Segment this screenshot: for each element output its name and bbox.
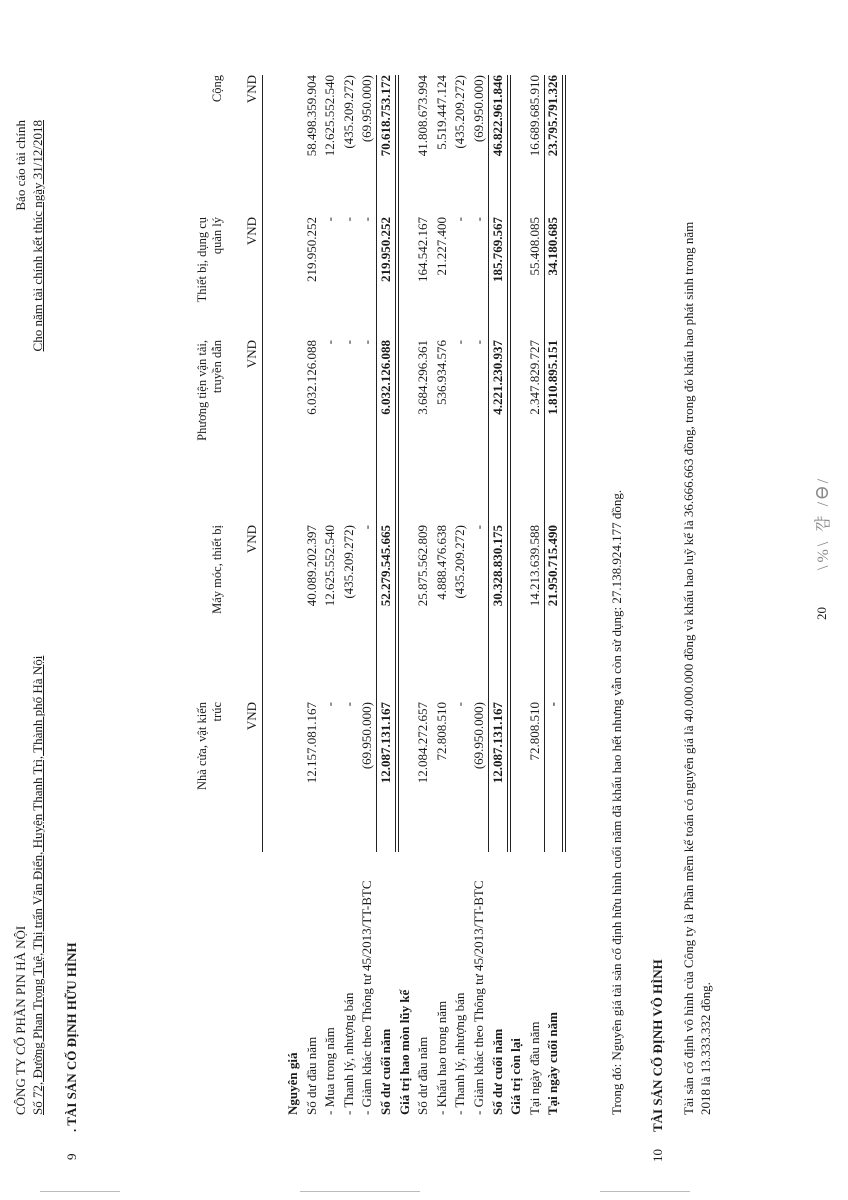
table-cell: - <box>340 340 356 345</box>
table-cell: 536.934.576 <box>433 340 449 405</box>
scan-mark <box>40 1191 120 1192</box>
row-label: - Khấu hao trong năm <box>433 1000 449 1115</box>
table-cell: 6.032.126.088 <box>378 340 393 415</box>
table-cell: 21.227.400 <box>433 217 449 276</box>
table-cell: 46.822.961.846 <box>489 75 505 157</box>
table-cell: 219.950.252 <box>378 217 393 282</box>
row-label: Số dư cuối năm <box>378 1028 393 1115</box>
table-cell: 40.089.202.397 <box>303 525 319 607</box>
table-cell: 6.032.126.088 <box>303 340 319 415</box>
note-text: Trong đó: Nguyên giá tài sản cố định hữu hình cuối năm đã khấu hao hết nhưng vẫn còn sử dụng: 27.138.924.177 đồng. <box>609 489 624 1115</box>
table-cell: (69.950.000) <box>359 702 375 770</box>
table-cell: 3.684.296.361 <box>415 340 431 415</box>
column-header: Máy móc, thiết bị <box>210 525 224 614</box>
table-cell: 2.347.829.727 <box>526 340 542 415</box>
column-header: Thiết bị, dụng cụ quản lý <box>195 217 224 303</box>
table-cell: - <box>471 340 486 345</box>
column-header: Nhà cửa, vật kiến trúc <box>195 702 224 790</box>
section-number: 10 <box>650 1149 665 1162</box>
table-cell: 4.221.230.937 <box>489 340 505 415</box>
row-label: Số dư đầu năm <box>303 1036 319 1115</box>
table-cell: - <box>322 702 338 707</box>
section-number: 9 <box>64 1153 79 1160</box>
table-cell: - <box>322 340 338 345</box>
section-title: TÀI SẢN CỐ ĐỊNH VÔ HÌNH <box>650 959 665 1132</box>
unit-label: VND <box>244 217 259 246</box>
table-cell: - <box>471 525 486 530</box>
total-double-rule <box>395 75 399 852</box>
scan-mark <box>300 1191 420 1192</box>
section-title: . TÀI SẢN CỐ ĐỊNH HỮU HÌNH <box>64 942 79 1132</box>
company-address: Số 72, Đường Phan Trọng Tuệ, Thị trấn Văn Điển, Huyện Thanh Trì, Thành phố Hà Nội <box>30 655 45 1115</box>
row-label: Số dư cuối năm <box>489 1028 505 1115</box>
table-cell: 21.950.715.490 <box>545 525 561 607</box>
row-label: Tại ngày đầu năm <box>526 1021 542 1115</box>
row-label: - Giảm khác theo Thông tư 45/2013/TT-BTC <box>471 880 486 1115</box>
table-cell: 25.875.562.809 <box>415 525 431 607</box>
table-cell: 4.888.476.638 <box>433 525 449 600</box>
paragraph-line: Tài sản cố định vô hình của Công ty là Phần mềm kế toán có nguyên giá là 40.000.000 đồng và khấu hao luỹ kế là 36.666.663 đồng, trong đó khấu hao phát sinh trong năm <box>681 221 696 1115</box>
row-label: Số dư đầu năm <box>415 1036 431 1115</box>
table-cell: 30.328.830.175 <box>489 525 505 607</box>
table-cell: 12.087.131.167 <box>489 702 505 784</box>
table-cell: 14.213.639.588 <box>526 525 542 607</box>
column-header: Cộng <box>210 75 224 103</box>
table-cell: 5.519.447.124 <box>433 75 449 150</box>
row-label: Nguyên giá <box>285 1052 300 1115</box>
table-cell: (435.209.272) <box>340 525 356 599</box>
row-label: Giá trị hao mòn lũy kế <box>396 989 412 1115</box>
table-cell: - <box>359 525 375 530</box>
table-cell: 12.087.131.167 <box>378 702 393 784</box>
table-cell: (435.209.272) <box>340 75 356 149</box>
row-label: - Thanh lý, nhượng bán <box>340 992 356 1115</box>
company-name: CÔNG TY CỔ PHẦN PIN HÀ NỘI <box>13 925 28 1115</box>
table-cell: 12.625.552.540 <box>322 525 338 607</box>
row-label: - Giảm khác theo Thông tư 45/2013/TT-BTC <box>359 880 375 1115</box>
table-cell: (69.950.000) <box>471 75 486 143</box>
table-cell: 1.810.895.151 <box>545 340 561 415</box>
table-cell: 12.084.272.657 <box>415 702 431 784</box>
table-cell: - <box>452 702 468 707</box>
table-cell: 72.808.510 <box>433 702 449 761</box>
table-cell: 23.795.791.326 <box>545 75 561 157</box>
table-cell: - <box>545 702 561 707</box>
table-cell: - <box>340 217 356 222</box>
table-cell: 55.408.085 <box>526 217 542 276</box>
table-cell: 58.498.359.904 <box>303 75 319 157</box>
report-period: Cho năm tài chính kết thúc ngày 31/12/2018 <box>30 120 45 352</box>
unit-label: VND <box>244 340 259 369</box>
row-label: - Mua trong năm <box>322 1027 338 1115</box>
handwritten-initials: \%\ 꺔 /Ꮎ/ <box>815 475 832 570</box>
row-label: Tại ngày cuối năm <box>545 1012 561 1115</box>
table-cell: 41.808.673.994 <box>415 75 431 157</box>
row-label: - Thanh lý, nhượng bán <box>452 992 468 1115</box>
header-rule <box>262 75 263 852</box>
report-title: Báo cáo tài chính <box>13 120 28 211</box>
table-cell: 12.625.552.540 <box>322 75 338 157</box>
table-cell: - <box>471 217 486 222</box>
page-number: 20 <box>814 607 829 620</box>
table-cell: - <box>359 340 375 345</box>
table-cell: - <box>340 702 356 707</box>
table-cell: 70.618.753.172 <box>378 75 393 157</box>
column-header: Phương tiện vận tải, truyền dẫn <box>195 340 224 441</box>
table-cell: (435.209.272) <box>452 525 468 599</box>
table-cell: 164.542.167 <box>415 217 431 282</box>
table-cell: - <box>322 217 338 222</box>
total-double-rule <box>562 75 566 852</box>
total-double-rule <box>507 75 511 852</box>
table-cell: - <box>452 340 468 345</box>
unit-label: VND <box>244 702 259 731</box>
table-cell: 185.769.567 <box>489 217 505 282</box>
table-cell: 219.950.252 <box>303 217 319 282</box>
table-cell: (435.209.272) <box>452 75 468 149</box>
table-cell: - <box>359 217 375 222</box>
unit-label: VND <box>244 75 259 104</box>
table-cell: 52.279.545.665 <box>378 525 393 607</box>
table-cell: 12.157.081.167 <box>303 702 319 784</box>
table-cell: 34.180.685 <box>545 217 561 276</box>
row-label: Giá trị còn lại <box>508 1038 524 1115</box>
table-cell: (69.950.000) <box>471 702 486 770</box>
table-cell: 16.689.685.910 <box>526 75 542 157</box>
table-cell: (69.950.000) <box>359 75 375 143</box>
paragraph-line: 2018 là 13.333.332 đồng. <box>698 982 713 1115</box>
table-cell: 72.808.510 <box>526 702 542 761</box>
table-cell: - <box>452 217 468 222</box>
unit-label: VND <box>244 525 259 554</box>
scan-mark <box>600 1191 690 1192</box>
